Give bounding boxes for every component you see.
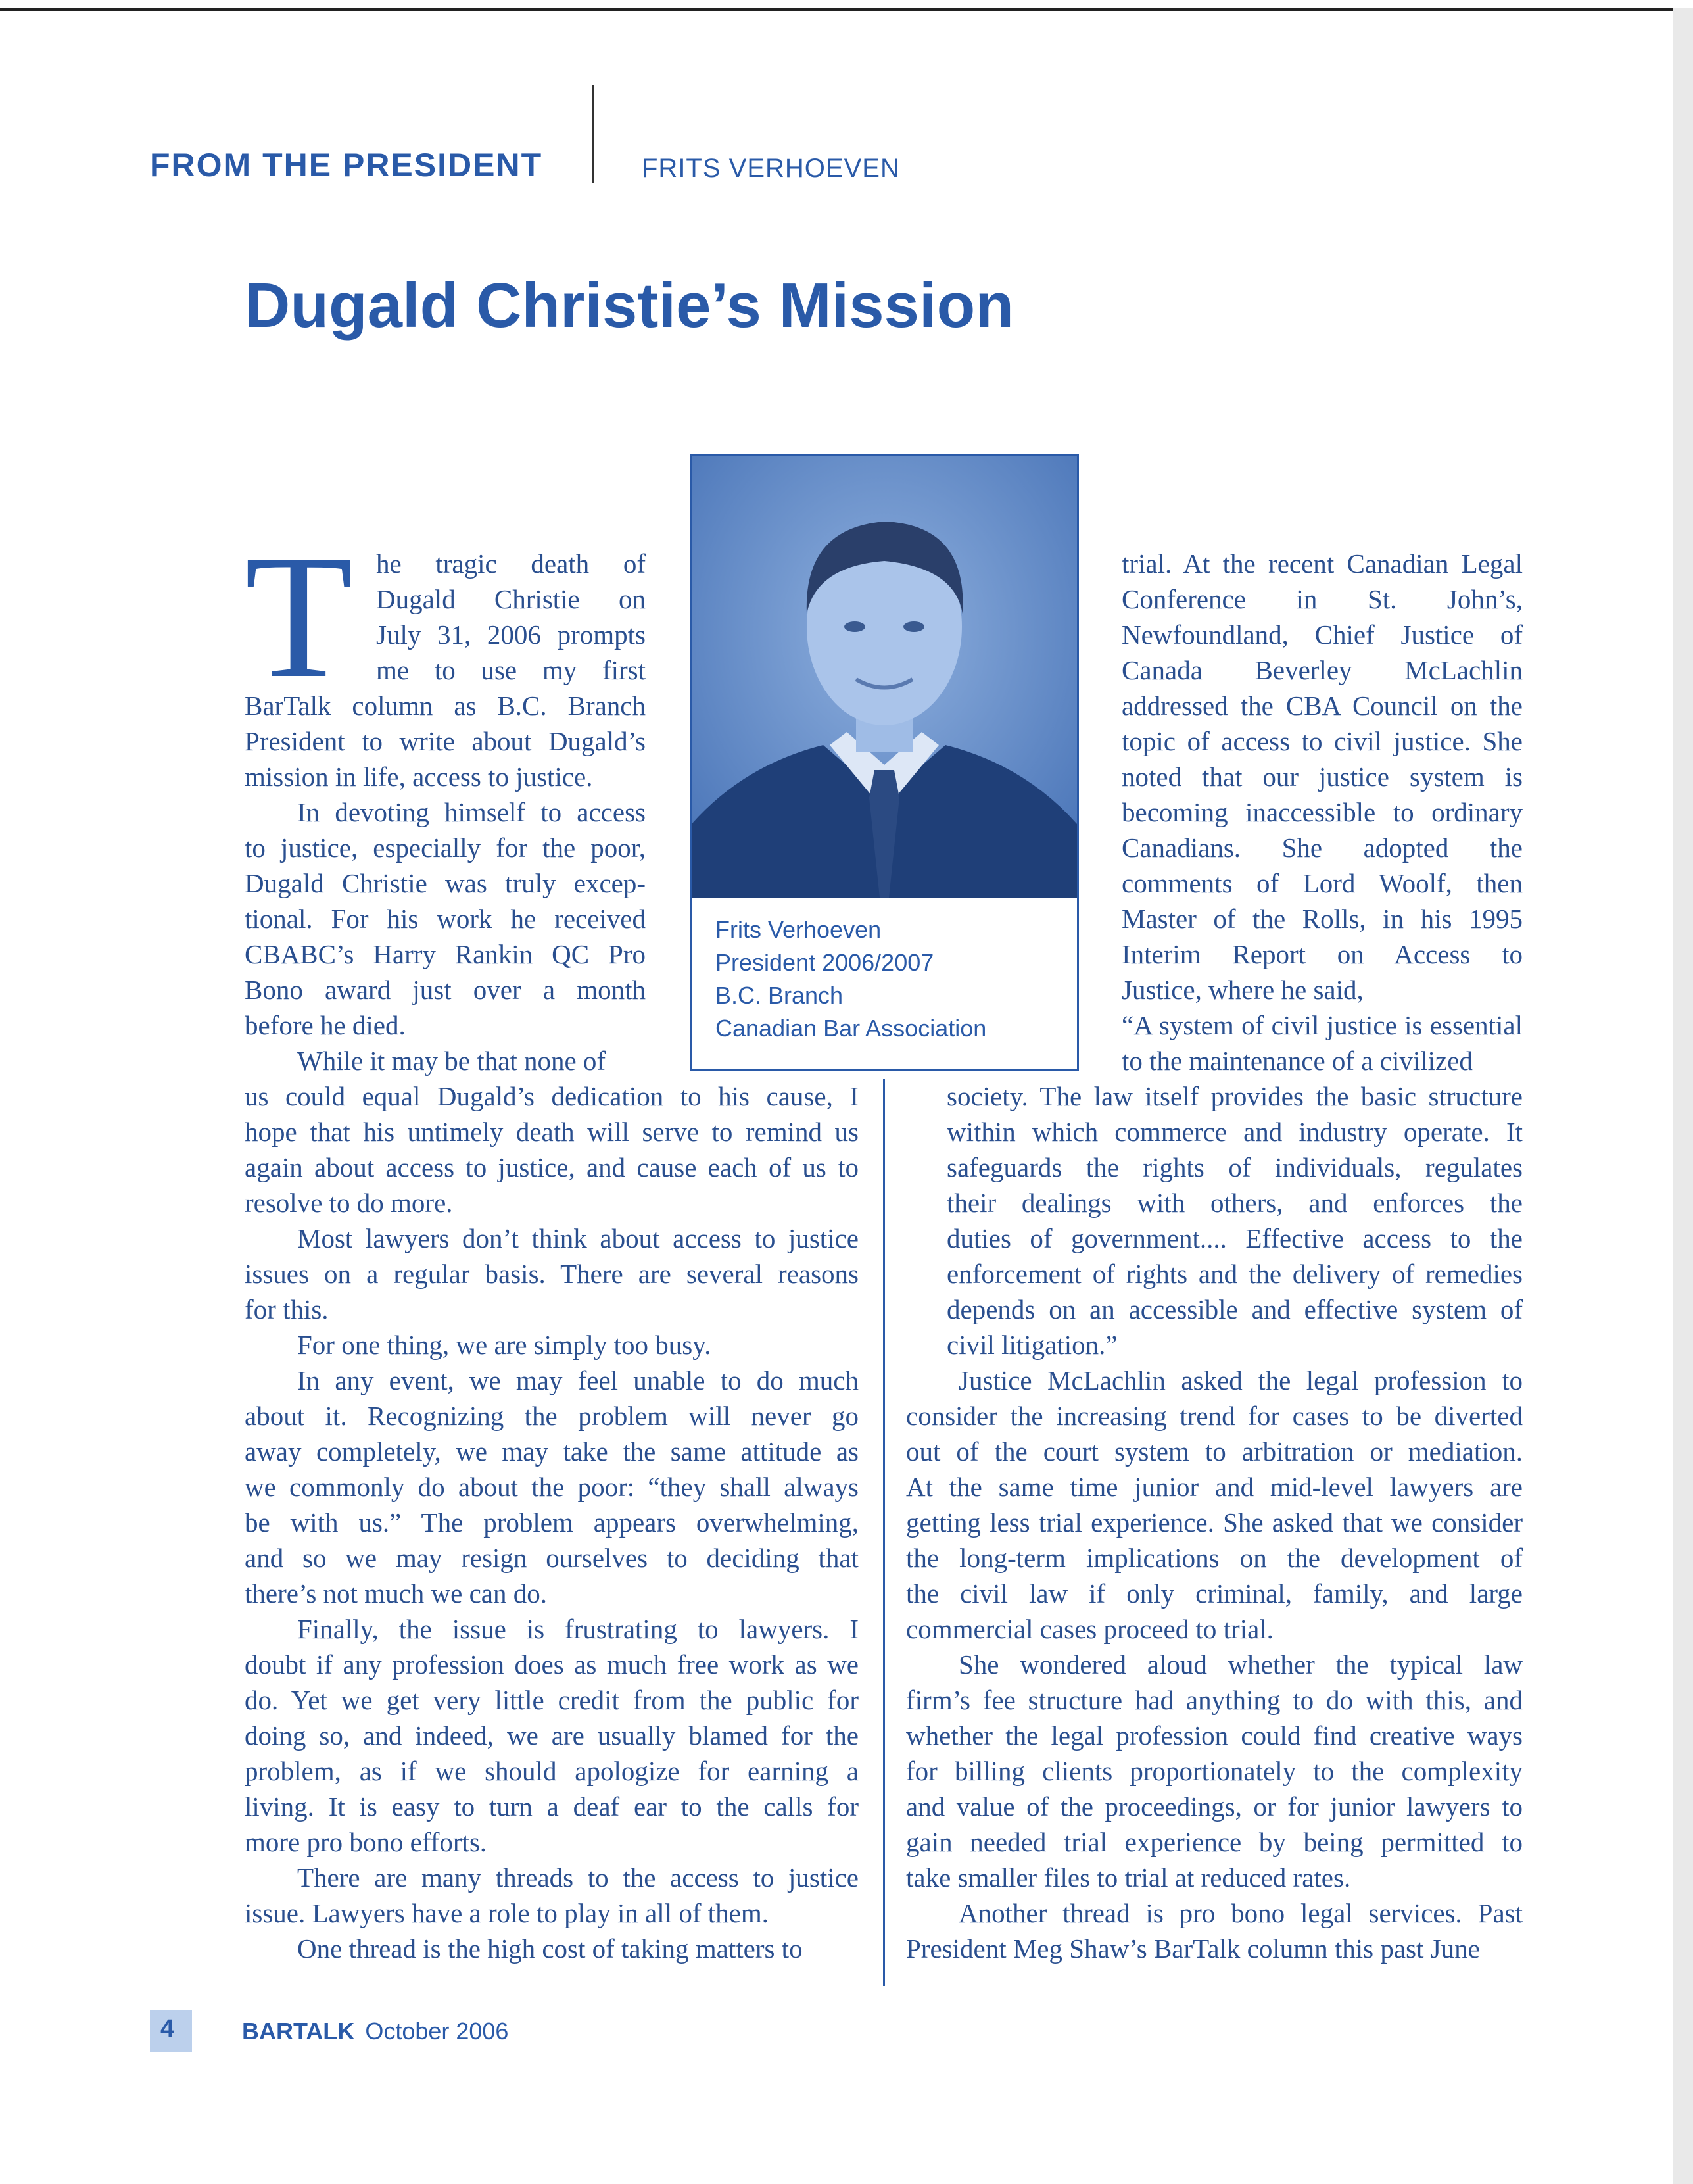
article-line: issue. Lawyers have a role to play in all of them.: [245, 1898, 769, 1928]
author-photo-box: [690, 454, 1079, 1071]
article-line: Canadians. She adopted the: [1122, 833, 1523, 863]
article-line: within which commerce and industry operate. It: [947, 1117, 1523, 1147]
article-line: In devoting himself to access: [297, 797, 646, 827]
article-line: us could equal Dugald’s dedication to his cause, I: [245, 1081, 859, 1111]
article-line: Dugald Christie was truly excep-: [245, 868, 646, 898]
article-line: depends on an accessible and effective system of: [947, 1294, 1523, 1324]
article-line: to the maintenance of a civilized: [1122, 1046, 1473, 1076]
article-line: mission in life, access to justice.: [245, 762, 593, 792]
article-line: society. The law itself provides the basic structure: [947, 1081, 1523, 1111]
author-byline: FRITS VERHOEVEN: [642, 154, 900, 183]
article-line: Master of the Rolls, in his 1995: [1122, 904, 1523, 934]
article-line: whether the legal profession could find creative ways: [906, 1720, 1523, 1751]
article-line: do. Yet we get very little credit from the public for: [245, 1685, 859, 1715]
article-line: and value of the proceedings, or for junior lawyers to: [906, 1791, 1523, 1822]
article-line: CBABC’s Harry Rankin QC Pro: [245, 939, 646, 969]
article-line: becoming inaccessible to ordinary: [1122, 797, 1523, 827]
article-line: For one thing, we are simply too busy.: [297, 1330, 711, 1360]
portrait-illustration: [692, 456, 1077, 898]
article-line: the long-term implications on the development of: [906, 1543, 1523, 1573]
article-line: addressed the CBA Council on the: [1122, 691, 1523, 721]
page-edge-shadow: [1673, 8, 1693, 2184]
article-line: me to use my first: [376, 655, 646, 685]
article-line: Conference in St. John’s,: [1122, 584, 1523, 614]
caption-line: Canadian Bar Association: [715, 1015, 987, 1042]
article-line: July 31, 2006 prompts: [376, 619, 646, 650]
article-line: President Meg Shaw’s BarTalk column this past June: [906, 1933, 1480, 1964]
article-line: about it. Recognizing the problem will never go: [245, 1401, 859, 1431]
article-line: safeguards the rights of individuals, regulates: [947, 1152, 1523, 1182]
article-line: Interim Report on Access to: [1122, 939, 1523, 969]
caption-line: B.C. Branch: [715, 982, 844, 1009]
article-line: the civil law if only criminal, family, and large: [906, 1578, 1523, 1609]
article-line: commercial cases proceed to trial.: [906, 1614, 1274, 1644]
column-1-top: [245, 518, 646, 1079]
article-line: resolve to do more.: [245, 1188, 453, 1218]
article-line: again about access to justice, and cause each of us to: [245, 1152, 859, 1182]
article-line: Justice, where he said,: [1122, 975, 1364, 1005]
article-line: gain needed trial experience by being permitted to: [906, 1827, 1523, 1857]
section-kicker: FROM THE PRESIDENT: [150, 147, 543, 183]
article-line: away completely, we may take the same attitude as: [245, 1436, 859, 1467]
article-line: consider the increasing trend for cases to be diverted: [906, 1401, 1523, 1431]
article-line: more pro bono efforts.: [245, 1827, 487, 1857]
article-line: hope that his untimely death will serve to remind us: [245, 1117, 859, 1147]
magazine-name: BARTALK: [242, 2018, 355, 2045]
article-line: Canada Beverley McLachlin: [1122, 655, 1523, 685]
caption-line: President 2006/2007: [715, 949, 934, 976]
author-portrait: [692, 456, 1077, 898]
article-line: topic of access to civil justice. She: [1122, 726, 1523, 756]
article-line: to justice, especially for the poor,: [245, 833, 646, 863]
article-line: doubt if any profession does as much free work as we: [245, 1649, 859, 1680]
article-line: firm’s fee structure had anything to do with this, and: [906, 1685, 1523, 1715]
drop-cap: T: [245, 518, 353, 715]
article-line: doing so, and indeed, we are usually blamed for the: [245, 1720, 859, 1751]
column-2-quote: [947, 1079, 1523, 1363]
article-line: problem, as if we should apologize for earning a: [245, 1756, 859, 1786]
issue-date: October 2006: [365, 2018, 509, 2045]
article-line: Justice McLachlin asked the legal profession to: [959, 1365, 1523, 1395]
column-2-bottom: [906, 1363, 1523, 1966]
article-line: out of the court system to arbitration or mediation.: [906, 1436, 1523, 1467]
article-line: be with us.” The problem appears overwhelming,: [245, 1507, 859, 1538]
article-line: comments of Lord Woolf, then: [1122, 868, 1523, 898]
article-line: tional. For his work he received: [245, 904, 646, 934]
article-line: living. It is easy to turn a deaf ear to the calls for: [245, 1791, 859, 1822]
article-line: “A system of civil justice is essential: [1122, 1010, 1523, 1040]
article-line: Bono award just over a month: [245, 975, 646, 1005]
article-line: Dugald Christie on: [376, 584, 646, 614]
kicker-divider: [592, 85, 594, 183]
article-line: getting less trial experience. She asked that we consider: [906, 1507, 1523, 1538]
article-line: their dealings with others, and enforces the: [947, 1188, 1523, 1218]
article-line: Most lawyers don’t think about access to justice: [297, 1223, 859, 1253]
article-line: There are many threads to the access to justice: [297, 1862, 859, 1893]
caption-line: Frits Verhoeven: [715, 916, 882, 943]
article-line: before he died.: [245, 1010, 406, 1040]
article-line: and so we may resign ourselves to deciding that: [245, 1543, 859, 1573]
article-line: civil litigation.”: [947, 1330, 1118, 1360]
article-line: President to write about Dugald’s: [245, 726, 646, 756]
article-line: he tragic death of: [376, 548, 646, 579]
article-line: She wondered aloud whether the typical law: [959, 1649, 1523, 1680]
column-2-top: [1122, 546, 1523, 1079]
article-line: we commonly do about the poor: “they shall always: [245, 1472, 859, 1502]
photo-caption: [715, 913, 986, 1045]
article-line: duties of government.... Effective access to the: [947, 1223, 1523, 1253]
article-line: BarTalk column as B.C. Branch: [245, 691, 646, 721]
article-line: Finally, the issue is frustrating to lawyers. I: [297, 1614, 859, 1644]
article-line: there’s not much we can do.: [245, 1578, 547, 1609]
article-line: enforcement of rights and the delivery of remedies: [947, 1259, 1523, 1289]
article-line: At the same time junior and mid-level lawyers are: [906, 1472, 1523, 1502]
article-line: trial. At the recent Canadian Legal: [1122, 548, 1523, 579]
article-line: take smaller files to trial at reduced rates.: [906, 1862, 1351, 1893]
article-line: issues on a regular basis. There are several reasons: [245, 1259, 859, 1289]
article-line: Newfoundland, Chief Justice of: [1122, 619, 1523, 650]
article-line: for this.: [245, 1294, 329, 1324]
article-line: In any event, we may feel unable to do much: [297, 1365, 859, 1395]
column-1-bottom: [245, 1079, 859, 1966]
top-rule: [0, 8, 1693, 11]
article-line: One thread is the high cost of taking matters to: [297, 1933, 803, 1964]
article-line: While it may be that none of: [297, 1046, 606, 1076]
footer-magazine: [242, 2018, 508, 2045]
column-divider: [883, 1079, 885, 1986]
page-number: 4: [160, 2015, 175, 2043]
article-line: noted that our justice system is: [1122, 762, 1523, 792]
article-headline: Dugald Christie’s Mission: [245, 270, 1014, 341]
article-line: Another thread is pro bono legal services. Past: [959, 1898, 1523, 1928]
article-line: for billing clients proportionately to the complexity: [906, 1756, 1523, 1786]
